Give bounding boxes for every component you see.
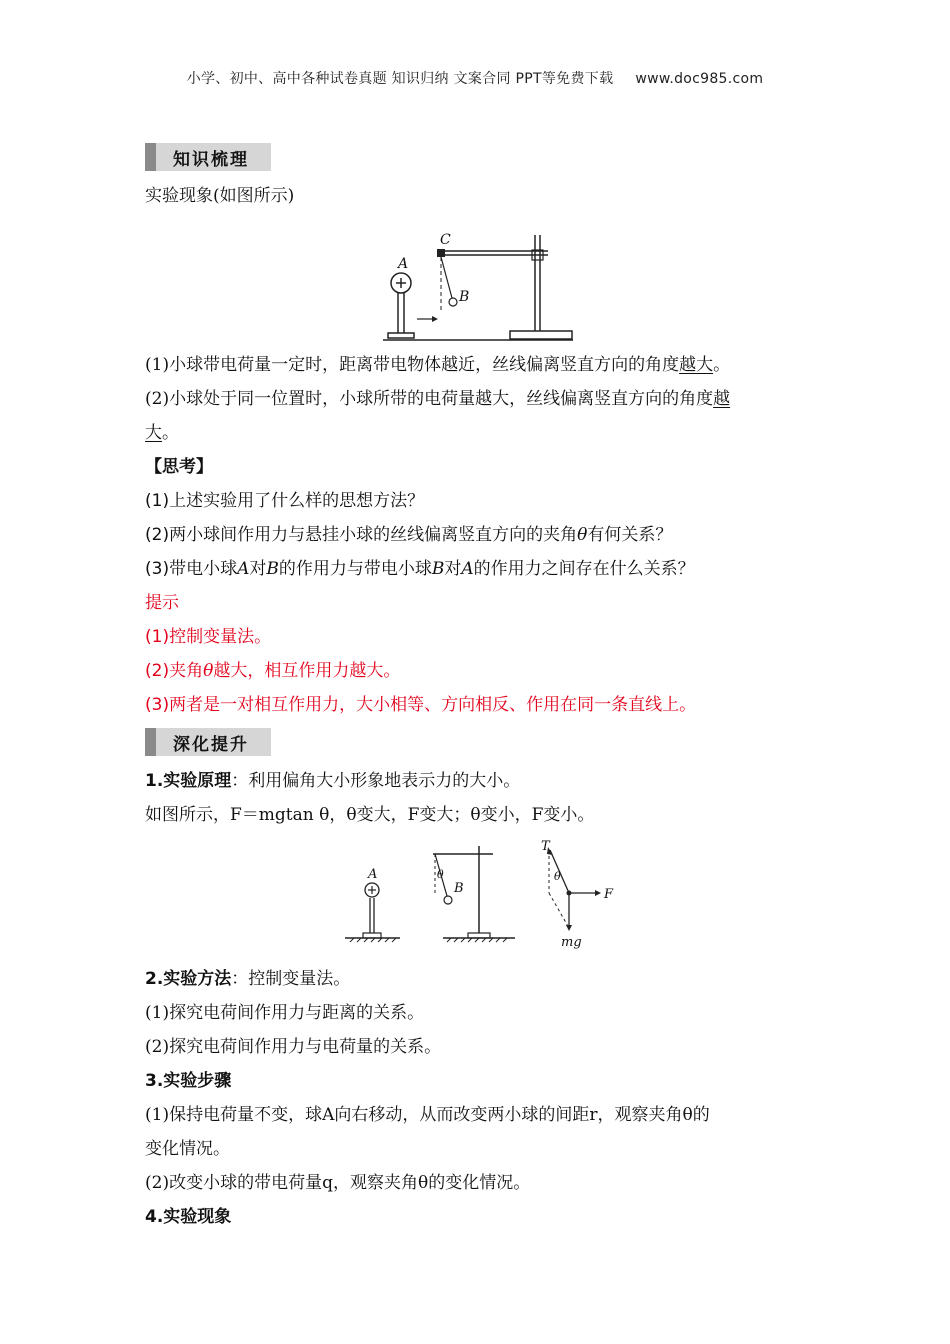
think-title: 【思考】 [145, 457, 213, 477]
hint-answer-2 [145, 654, 810, 688]
item-number: 1. [145, 771, 164, 791]
header-site-link[interactable]: www.doc985.com [635, 71, 764, 87]
q3-part-c: 的作用力与带电小球 [278, 559, 432, 579]
banner-bar [145, 143, 156, 171]
obs1-answer: 越大 [679, 355, 714, 375]
banner-bar [145, 728, 156, 756]
move-arrow-head [432, 316, 438, 322]
thread [441, 257, 452, 298]
label-b: B [459, 289, 470, 305]
main-content [145, 143, 810, 1234]
q2-text: (2)两小球间作用力与悬挂小球的丝线偏离竖直方向的夹角 [145, 525, 578, 545]
think-q1: (1)上述实验用了什么样的思想方法？ [145, 491, 425, 511]
section-banner-deepen [145, 728, 271, 756]
label-a-2: A [368, 867, 378, 882]
force-point [567, 891, 572, 896]
banner-title: 深化提升 [173, 735, 249, 755]
item-number: 4. [145, 1207, 164, 1227]
method-1: (1)探究电荷间作用力与距离的关系。 [145, 1003, 425, 1023]
q3-part-b: 对 [249, 559, 267, 579]
pivot-c [437, 249, 445, 257]
section-banner-knowledge [145, 143, 271, 171]
page-header [0, 68, 950, 88]
step-1-line1: (1)保持电荷量不变，球A向右移动，从而改变两小球的间距r，观察夹角θ的 [145, 1105, 710, 1125]
sphere-b [449, 298, 457, 306]
sphere-b-2 [444, 896, 452, 904]
method-heading: 实验方法 [163, 969, 232, 989]
stand-a-base [388, 333, 414, 338]
obs2-text: (2)小球处于同一位置时，小球所带的电荷量越大，丝线偏离竖直方向的角度 [145, 389, 714, 409]
hint-answer-1: (1)控制变量法。 [145, 627, 272, 647]
step-1-line2: 变化情况。 [145, 1139, 230, 1159]
apparatus-svg [145, 213, 810, 348]
experiment-title: 实验现象(如图所示) [145, 186, 295, 206]
q3-var-b: B [266, 559, 279, 579]
step-2: (2)改变小球的带电荷量q，观察夹角θ的变化情况。 [145, 1173, 531, 1193]
a2-end: 越大，相互作用力越大。 [213, 661, 401, 681]
obs1-text: (1)小球带电荷量一定时，距离带电物体越近，丝线偏离竖直方向的角度 [145, 355, 680, 375]
a2-theta: θ [203, 661, 214, 681]
steps-heading: 实验步骤 [163, 1071, 232, 1091]
observation-2-line1 [145, 382, 810, 416]
steps-heading-line [145, 1064, 810, 1098]
method-line [145, 962, 810, 996]
stand-b-base [510, 331, 572, 339]
formula-line: 如图所示，F＝mgtan θ，θ变大，F变大；θ变小，F变小。 [145, 805, 595, 825]
think-q2 [145, 518, 810, 552]
obs2-end: 。 [162, 423, 179, 443]
q3-var-b2: B [431, 559, 445, 579]
figure-experiment-apparatus [145, 213, 810, 348]
method-body: ：控制变量法。 [231, 969, 351, 989]
a2-text: (2)夹角 [145, 661, 204, 681]
phenomenon-heading-line [145, 1200, 810, 1234]
theta-label-1: θ [437, 868, 444, 881]
obs2-answer-part2: 大 [145, 423, 162, 443]
item-number: 3. [145, 1071, 164, 1091]
phenomenon-heading: 实验现象 [163, 1207, 232, 1227]
q2-end: 有何关系？ [587, 525, 673, 545]
item-number: 2. [145, 969, 164, 989]
observation-2-line2 [145, 416, 810, 450]
principle-heading: 实验原理 [163, 771, 232, 791]
header-text: 小学、初中、高中各种试卷真题 知识归纳 文案合同 PPT等免费下载 [186, 71, 614, 87]
label-c: C [440, 232, 451, 248]
hint-answer-3: (3)两者是一对相互作用力，大小相等、方向相反、作用在同一条直线上。 [145, 695, 697, 715]
q3-var-a2: A [461, 559, 474, 579]
figure-force-analysis [145, 838, 810, 958]
label-a: A [398, 256, 409, 272]
banner-title: 知识梳理 [173, 150, 249, 170]
label-f: F [604, 887, 614, 902]
hint-title: 提示 [145, 593, 179, 613]
label-b-2: B [454, 881, 464, 896]
principle-body: ：利用偏角大小形象地表示力的大小。 [231, 771, 521, 791]
q2-theta: θ [577, 525, 588, 545]
principle-line [145, 764, 810, 798]
label-mg: mg [561, 935, 582, 950]
q3-part-a: (3)带电小球 [145, 559, 238, 579]
resultant-dashed [549, 893, 569, 928]
q3-part-d: 对 [444, 559, 462, 579]
observation-1 [145, 348, 810, 382]
obs2-answer-part1: 越 [713, 389, 731, 409]
think-q3 [145, 552, 810, 586]
obs1-end: 。 [713, 355, 731, 375]
force-analysis-svg [145, 838, 810, 958]
method-2: (2)探究电荷间作用力与电荷量的关系。 [145, 1037, 442, 1057]
label-t: T [541, 839, 550, 854]
q3-part-e: 的作用力之间存在什么关系？ [473, 559, 695, 579]
force-f-arrow [595, 890, 601, 896]
q3-var-a: A [237, 559, 250, 579]
theta-label-2: θ [554, 870, 561, 883]
